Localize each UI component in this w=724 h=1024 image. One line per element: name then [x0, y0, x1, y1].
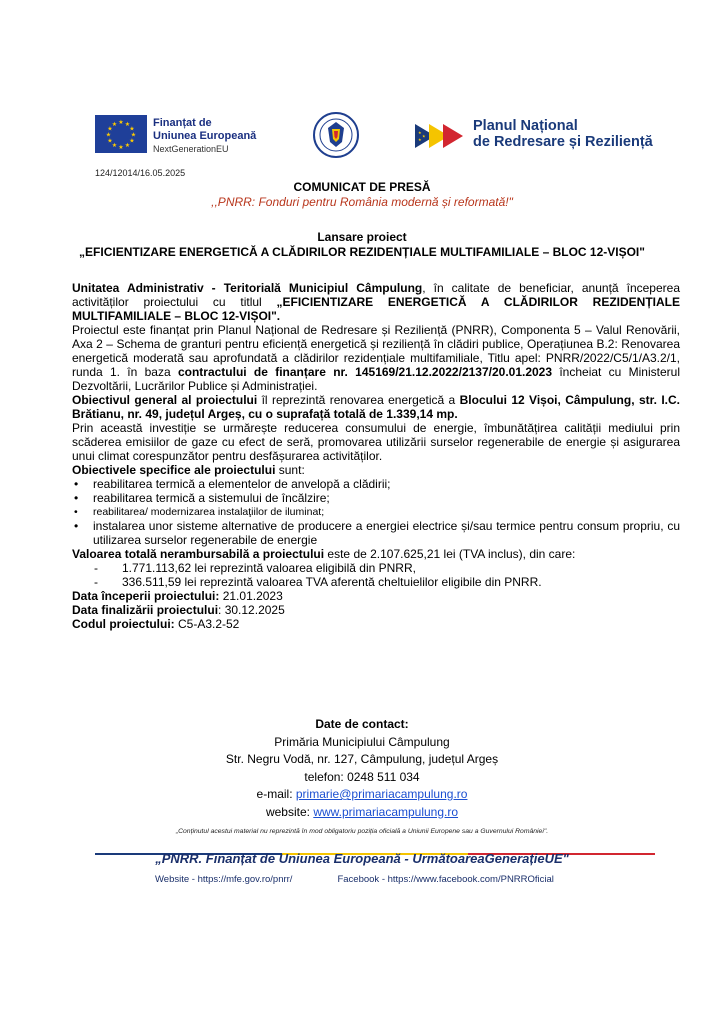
specific-objectives-label: Obiectivele specifice ale proiectului	[72, 463, 276, 477]
contact-email-line	[60, 786, 664, 804]
press-release-subtitle: ,,PNRR: Fonduri pentru România modernă și reformată!"	[211, 195, 513, 209]
beneficiary-name: Unitatea Administrativ - Teritorială Municipiul Câmpulung	[72, 281, 423, 295]
launch-heading: Lansare proiect	[317, 230, 407, 244]
contact-heading: Date de contact:	[315, 717, 409, 731]
list-item: • reabilitarea/ modernizarea instalaţiilor de iluminat;	[72, 505, 680, 519]
contact-organization: Primăria Municipiului Câmpulung	[274, 734, 450, 749]
footer-divider	[95, 842, 655, 844]
end-date-label: Data finalizării proiectului	[72, 603, 219, 617]
general-objective-paragraph	[72, 393, 680, 421]
specific-objectives-heading	[72, 463, 680, 477]
svg-text:★: ★	[124, 142, 131, 149]
svg-text:★: ★	[107, 125, 113, 133]
project-code-line	[72, 617, 680, 631]
financing-text: Proiectul este finanțat prin Planul Național de Redresare și Reziliență (PNRR), Componenta 5 – Valul Renovării, Axa 2 – Schema de granturi pentru eficiență energetică și reziliență în clădiri publice, Operațiunea B.2: Renovarea energetică moderată sau aprofundată a clădirilor rezidențiale multifamiliale, Titlu apel: PNRR/2022/C5/1/A3.2/1, runda 1. în baza	[72, 323, 680, 379]
contact-phone: telefon: 0248 511 034	[304, 769, 420, 784]
list-item: • reabilitarea termică a sistemului de încălzire;	[72, 491, 680, 505]
eu-logo-line3: NextGenerationEU	[153, 144, 229, 154]
svg-text:★: ★	[105, 131, 112, 139]
start-date-label: Data începerii proiectului:	[72, 589, 220, 603]
general-objective-label: Obiectivul general al proiectului	[72, 393, 258, 407]
intro-paragraph	[72, 281, 680, 323]
website-label: website:	[265, 804, 314, 819]
email-link[interactable]: primarie@primariacampulung.ro	[295, 787, 468, 801]
svg-text:★: ★	[418, 137, 422, 142]
specific-objectives-suffix: sunt:	[275, 463, 305, 477]
investment-paragraph: Prin această investiție se urmărește reducerea consumului de energie, îmbunătățirea calității mediului prin scăderea emisiilor de gaze cu efect de seră, promovarea utilizării surselor regenerabile de energie și asigurarea unui climat corespunzător pentru desfășurarea activităților.	[72, 421, 680, 463]
eu-flag-icon	[95, 115, 147, 153]
total-value-paragraph	[72, 547, 680, 561]
registration-number: 124/12014/16.05.2025	[95, 168, 186, 178]
specific-objectives-list	[72, 477, 680, 547]
list-item: • instalarea unor sisteme alternative de producere a energiei electrice și/sau termice pentru consum propriu, cu utilizarea surselor regenerabile de energie	[72, 519, 680, 547]
total-value-label: Valoarea totală nerambursabilă a proiectului	[72, 547, 325, 561]
footer-links	[155, 874, 554, 885]
footer-slogan: „PNRR. Finanțat de Uniunea Europeană - UrmătoareaGenerațieUE"	[155, 851, 569, 866]
building-address: Blocului 12 Vișoi, Câmpulung, str. I.C. Brătianu, nr. 49, județul Argeș, cu o suprafață totală de 1.339,14 mp.	[72, 393, 680, 421]
footer-facebook-link[interactable]: Facebook - https://www.facebook.com/PNRROficial	[337, 874, 554, 885]
romanian-government-seal-icon	[313, 112, 359, 158]
pnrr-logo-line1: Planul Național	[473, 118, 578, 134]
email-label: e-mail:	[256, 787, 296, 801]
svg-text:★: ★	[107, 137, 113, 145]
end-date-line	[72, 603, 680, 617]
contract-number: contractului de finanțare nr. 145169/21.12.2022/2137/20.01.2023	[177, 365, 553, 379]
svg-text:★: ★	[129, 125, 135, 133]
financing-paragraph	[72, 323, 680, 393]
intro-text: , în calitate de beneficiar, anunță începerea activităților proiectului cu titlul	[72, 281, 680, 309]
footer-website-link[interactable]: Website - https://mfe.gov.ro/pnrr/	[155, 874, 293, 885]
svg-text:★: ★	[111, 142, 118, 149]
list-item: • reabilitarea termică a elementelor de anvelopă a clădirii;	[72, 477, 680, 491]
pnrr-logo-line2: de Redresare și Reziliență	[473, 134, 653, 150]
press-release-body	[72, 281, 680, 631]
pnrr-arrow-icon	[415, 120, 469, 157]
website-link[interactable]: www.primariacampulung.ro	[313, 804, 459, 819]
project-title: „EFICIENTIZARE ENERGETICĂ A CLĂDIRILOR REZIDENȚIALE MULTIFAMILIALE – BLOC 12-VIȘOI"	[79, 245, 645, 259]
pnrr-logo	[415, 118, 655, 154]
eligible-value: 1.771.113,62 lei reprezintă valoarea eligibilă din PNRR,	[122, 561, 416, 575]
contact-website-line	[60, 804, 664, 822]
start-date-value: 21.01.2023	[219, 589, 283, 603]
svg-text:★: ★	[118, 119, 124, 126]
svg-text:★: ★	[418, 130, 422, 135]
general-objective-text: îl reprezintă renovarea energetică a	[257, 393, 460, 407]
svg-text:★: ★	[111, 120, 118, 128]
total-value-text: este de 2.107.625,21 lei (TVA inclus), din care:	[324, 547, 576, 561]
svg-text:★: ★	[130, 131, 137, 139]
footer-disclaimer: „Conținutul acestui material nu reprezintă în mod obligatoriu poziția oficială a Uniunii Europene sau a Guvernului României".	[175, 828, 549, 835]
contact-section	[60, 716, 664, 821]
vat-value: 336.511,59 lei reprezintă valoarea TVA aferentă cheltuielilor eligibile din PNRR.	[122, 575, 542, 589]
start-date-line	[72, 589, 680, 603]
svg-text:★: ★	[124, 120, 131, 128]
eu-funding-logo	[95, 115, 270, 155]
svg-text:★: ★	[422, 133, 426, 139]
value-breakdown-list	[72, 561, 680, 589]
svg-text:★: ★	[129, 137, 135, 145]
press-release-title: COMUNICAT DE PRESĂ	[293, 180, 431, 194]
end-date-value: : 30.12.2025	[218, 603, 285, 617]
project-code-label: Codul proiectului:	[72, 617, 175, 631]
eu-logo-line1: Finanțat de	[153, 117, 212, 129]
project-title-inline: „EFICIENTIZARE ENERGETICĂ A CLĂDIRILOR REZIDENȚIALE MULTIFAMILIALE – BLOC 12-VIȘOI".	[72, 295, 681, 323]
list-item: - 1.771.113,62 lei reprezintă valoarea eligibilă din PNRR,	[94, 561, 416, 575]
financing-text-end: încheiat cu Ministerul Dezvoltării, Lucrărilor Publice și Administrației.	[72, 365, 680, 393]
project-code-value: C5-A3.2-52	[174, 617, 240, 631]
list-item: - 336.511,59 lei reprezintă valoarea TVA aferentă cheltuielilor eligibile din PNRR.	[94, 575, 542, 589]
contact-address: Str. Negru Vodă, nr. 127, Câmpulung, județul Argeș	[225, 752, 499, 766]
eu-logo-line2: Uniunea Europeană	[153, 130, 257, 142]
svg-text:★: ★	[118, 143, 124, 151]
